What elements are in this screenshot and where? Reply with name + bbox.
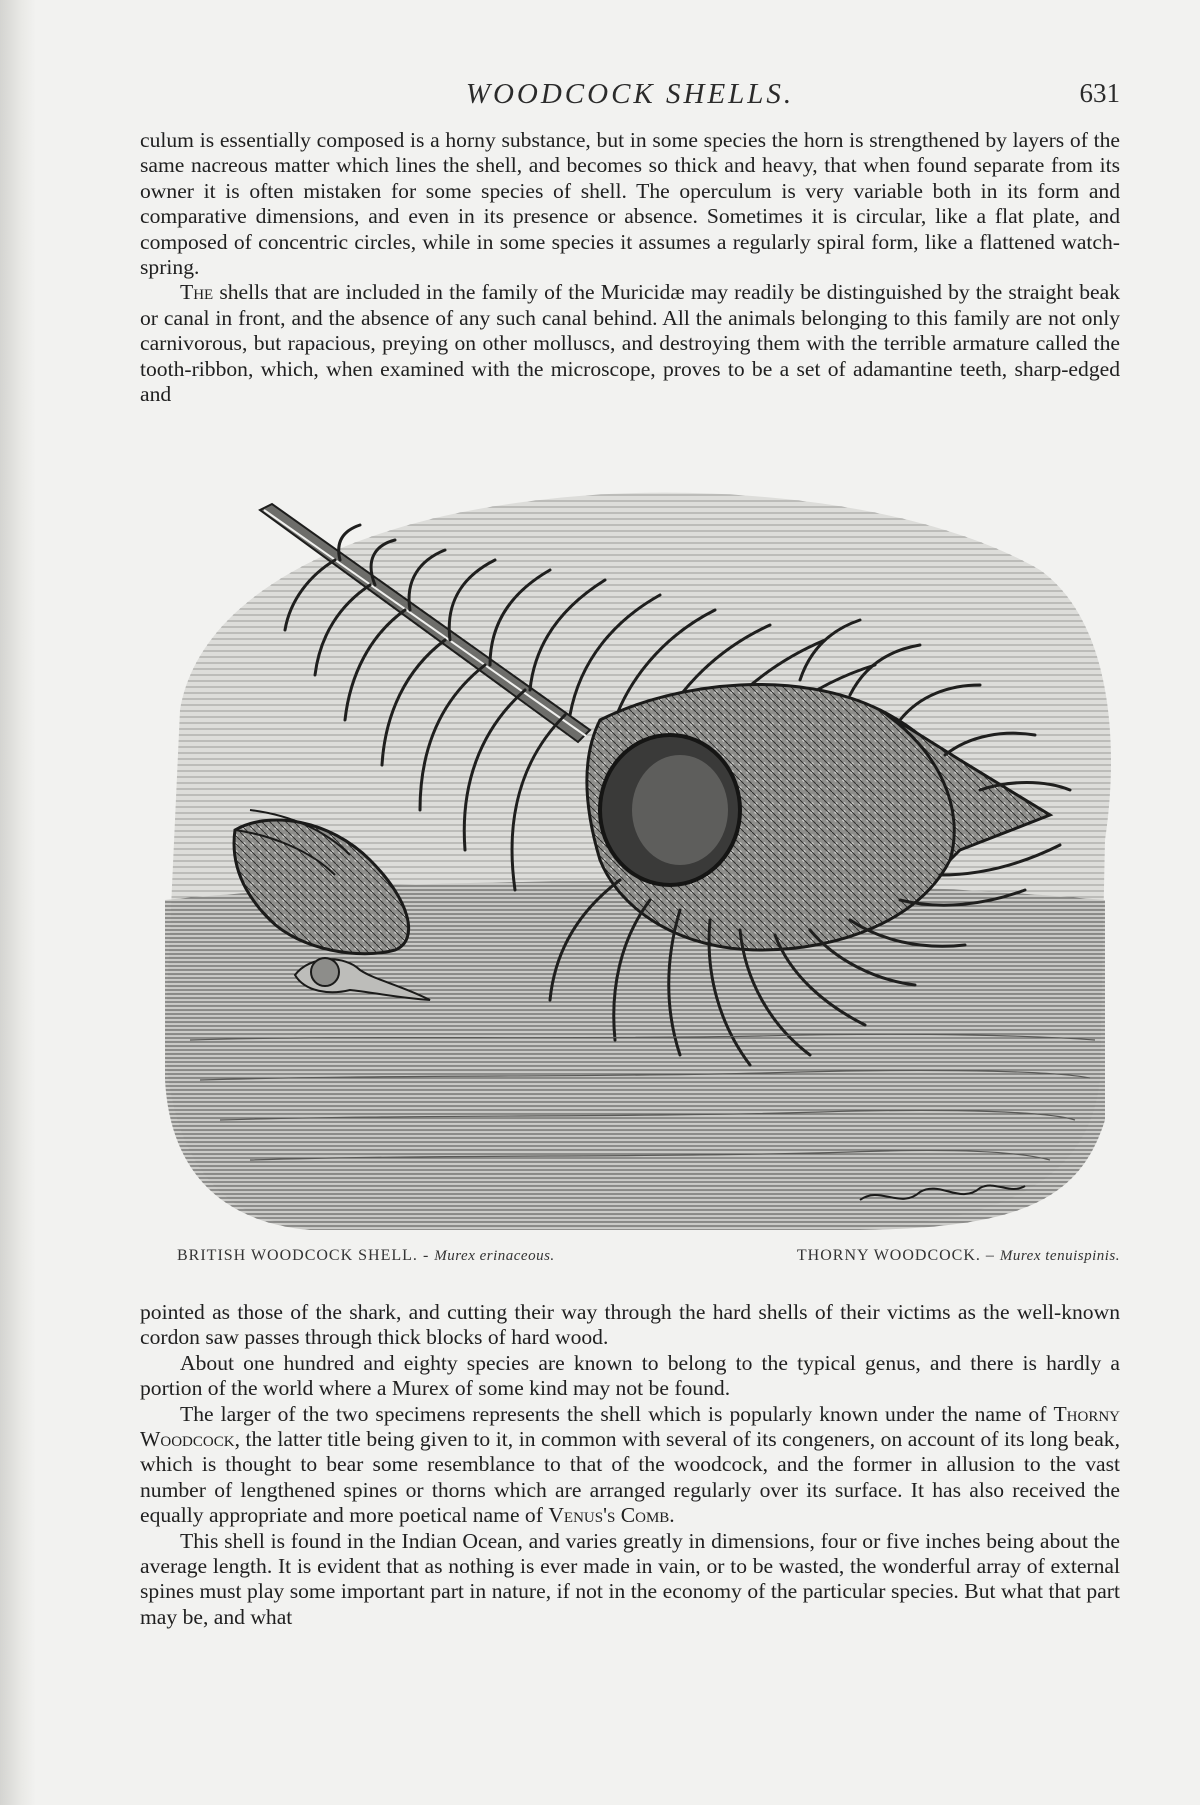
caption-left-name: BRITISH WOODCOCK SHELL. — [177, 1247, 418, 1264]
shell-engraving — [160, 480, 1120, 1235]
term-venus-comb: Venus's Comb — [548, 1503, 670, 1528]
paragraph-species-count: About one hundred and eighty species are known to belong to the typical genus, and there is hardly a portion of the world where a Murex of some kind may not be found. — [140, 1350, 1120, 1401]
engraving-illustration — [160, 480, 1120, 1235]
caption-british-woodcock — [177, 1247, 555, 1265]
page-gutter-shadow — [0, 0, 36, 1805]
page-number: 631 — [1079, 78, 1120, 108]
caption-left-species: Murex erinaceous. — [434, 1248, 555, 1264]
paragraph-operculum: culum is essentially composed is a horny substance, but in some species the horn is strengthened by layers of the same nacreous matter which lines the shell, and becomes so thick and heavy, that when found separate from its owner it is often mistaken for some species of shell. The operculum is very variable both in its form and comparative dimensions, and even in its presence or absence. Sometimes it is circular, like a flat plate, and composed of concentric circles, while in some species it assumes a regularly spiral form, like a flattened watch-spring. — [140, 128, 1120, 280]
term-thorny-woodcock: Thorny Woodcock — [140, 1401, 1120, 1452]
caption-left-dash: - — [417, 1247, 435, 1264]
top-text-block — [140, 128, 1120, 407]
paragraph-thorny-woodcock — [140, 1402, 1120, 1529]
paragraph-thorny-c: . — [669, 1503, 675, 1528]
running-head — [140, 78, 1120, 118]
paragraph-thorny-b: , the latter title being given to it, in common with several of its congeners, on account of its long beak, which is thought to bear some resemblance to that of the woodcock, and the former in allusion to the vast number of lengthened spines or thorns which are arranged regularly over its surface. It has also received the equally appropriate and more poetical name of — [140, 1427, 1120, 1528]
paragraph-shark-teeth: pointed as those of the shark, and cutting their way through the hard shells of their victims as the well-known cordon saw passes through thick blocks of hard wood. — [140, 1300, 1120, 1350]
running-title: WOODCOCK SHELLS. — [465, 78, 795, 110]
figure-captions — [160, 1247, 1120, 1275]
caption-right-name: THORNY WOODCOCK. — [796, 1247, 981, 1264]
paragraph-muricidae — [140, 280, 1120, 407]
paragraph-thorny-a: The larger of the two specimens represents the shell which is popularly known under the name of — [180, 1401, 1054, 1426]
paragraph-muricidae-text: shells that are included in the family of the Muricidæ may readily be distinguished by the straight beak or canal in front, and the absence of any such canal behind. All the animals belonging to this family are not only carnivorous, but rapacious, preying on other molluscs, and destroying them with the terrible armature called the tooth-ribbon, which, when examined with the microscope, proves to be a set of adamantine teeth, sharp-edged and — [140, 280, 1120, 407]
paragraph-lead-word: The — [180, 280, 214, 305]
caption-right-dash: – — [980, 1247, 1000, 1264]
caption-thorny-woodcock — [797, 1247, 1120, 1265]
bottom-text-block — [140, 1300, 1120, 1630]
paragraph-indian-ocean: This shell is found in the Indian Ocean, and varies greatly in dimensions, four or five inches being about the average length. It is evident that as nothing is ever made in vain, or to be wasted, the wonderful array of external spines must play some important part in nature, if not in the economy of the particular species. But what that part may be, and what — [140, 1528, 1120, 1629]
caption-right-species: Murex tenuispinis. — [999, 1248, 1120, 1264]
